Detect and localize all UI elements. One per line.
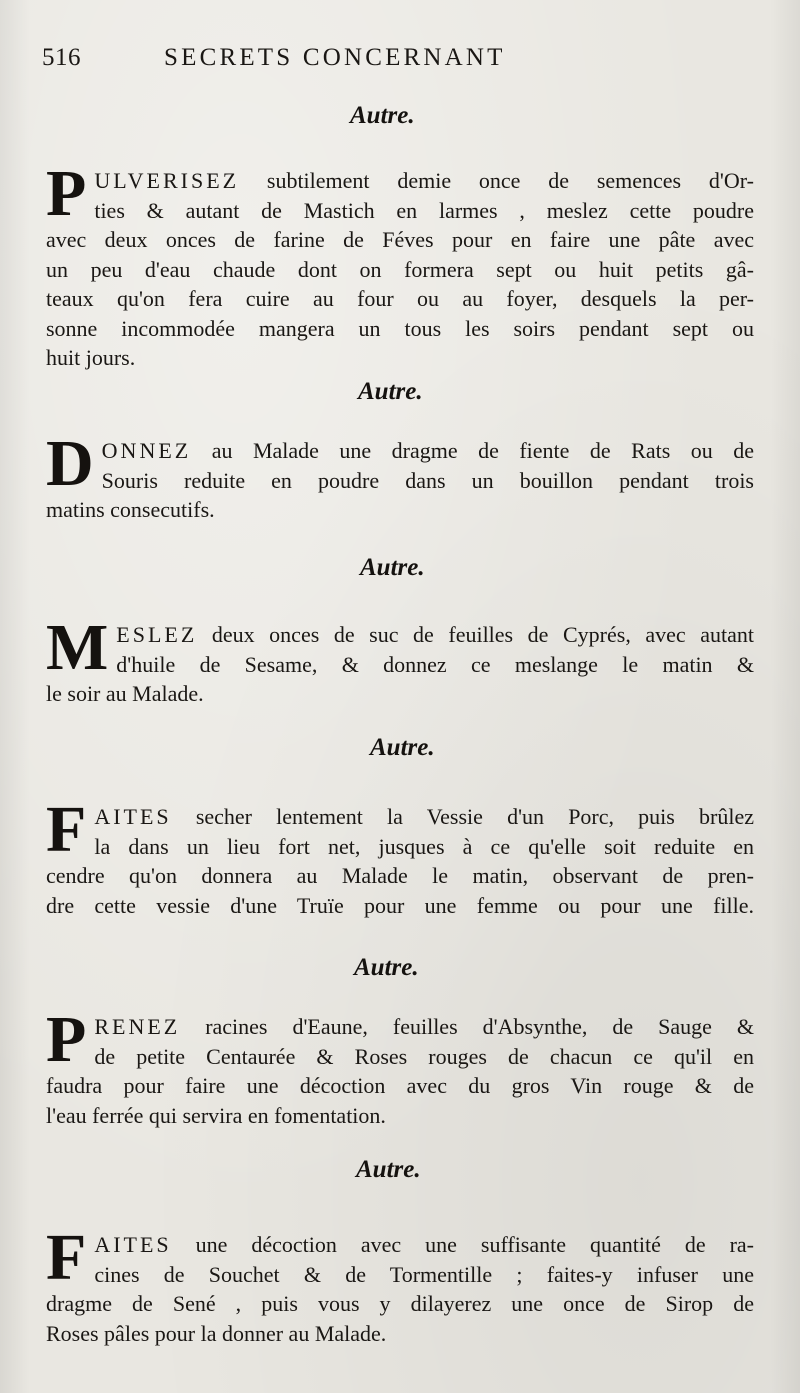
drop-cap: F (46, 1221, 87, 1294)
section-heading: Autre. (354, 954, 419, 981)
recipe-paragraph (46, 1003, 754, 1130)
text-line: matins consecutifs. (46, 497, 215, 522)
text-line: AITES secher lentement la Vessie d'un Porc, puis brûlez (94, 804, 754, 829)
recipe-paragraph (46, 1221, 754, 1348)
drop-cap: P (46, 1003, 87, 1076)
text-line: le soir au Malade. (46, 681, 204, 706)
text-line: l'eau ferrée qui servira en fomentation. (46, 1102, 386, 1128)
recipe-paragraph (46, 427, 754, 525)
section-heading: Autre. (360, 554, 425, 581)
text-line: cendre qu'on donnera au Malade le matin, observant de pren- (46, 863, 754, 888)
section-heading: Autre. (350, 102, 415, 129)
text-line: cines de Souchet & de Tormentille ; faites-y infuser une (94, 1261, 754, 1287)
text-line: AITES une décoction avec une suffisante quantité de ra- (94, 1232, 754, 1257)
recipe-paragraph (46, 611, 754, 709)
text-line: de petite Centaurée & Roses rouges de chacun ce qu'il en (94, 1043, 754, 1069)
section-heading: Autre. (370, 734, 435, 761)
text-line: la dans un lieu fort net, jusques à ce qu'elle soit reduite en (94, 833, 754, 859)
drop-cap: F (46, 793, 87, 866)
section-heading: Autre. (358, 378, 423, 405)
recipe-paragraph (46, 793, 754, 920)
text-line: teaux qu'on fera cuire au four ou au foyer, desquels la per- (46, 286, 754, 311)
text-line: avec deux onces de farine de Féves pour en faire une pâte avec (46, 227, 754, 252)
text-line: Roses pâles pour la donner au Malade. (46, 1320, 387, 1346)
text-line: ULVERISEZ subtilement demie once de semences d'Or- (94, 168, 754, 193)
drop-cap: P (46, 157, 87, 230)
text-line: d'huile de Sesame, & donnez ce meslange le matin & (116, 651, 754, 677)
text-line: huit jours. (46, 345, 136, 370)
recipe-paragraph (46, 157, 754, 373)
section-heading: Autre. (356, 1156, 421, 1183)
text-line: sonne incommodée mangera un tous les soirs pendant sept ou (46, 315, 754, 341)
page-header (42, 42, 752, 78)
drop-cap: M (46, 611, 109, 684)
drop-cap: D (46, 427, 94, 500)
text-line: ESLEZ deux onces de suc de feuilles de Cyprés, avec autant (116, 622, 754, 647)
running-head: SECRETS CONCERNANT (164, 44, 506, 71)
text-line: dragme de Sené , puis vous y dilayerez une once de Sirop de (46, 1291, 754, 1316)
text-line: RENEZ racines d'Eaune, feuilles d'Absynthe, de Sauge & (94, 1014, 754, 1039)
text-line: dre cette vessie d'une Truïe pour une femme ou pour une fille. (46, 892, 754, 918)
text-line: ties & autant de Mastich en larmes , meslez cette poudre (94, 197, 754, 223)
text-line: un peu d'eau chaude dont on formera sept ou huit petits gâ- (46, 256, 754, 282)
text-line: Souris reduite en poudre dans un bouillon pendant trois (101, 467, 754, 493)
page-number: 516 (42, 44, 81, 71)
text-line: faudra pour faire une décoction avec du gros Vin rouge & de (46, 1073, 754, 1098)
text-line: ONNEZ au Malade une dragme de fiente de Rats ou de (101, 438, 754, 463)
